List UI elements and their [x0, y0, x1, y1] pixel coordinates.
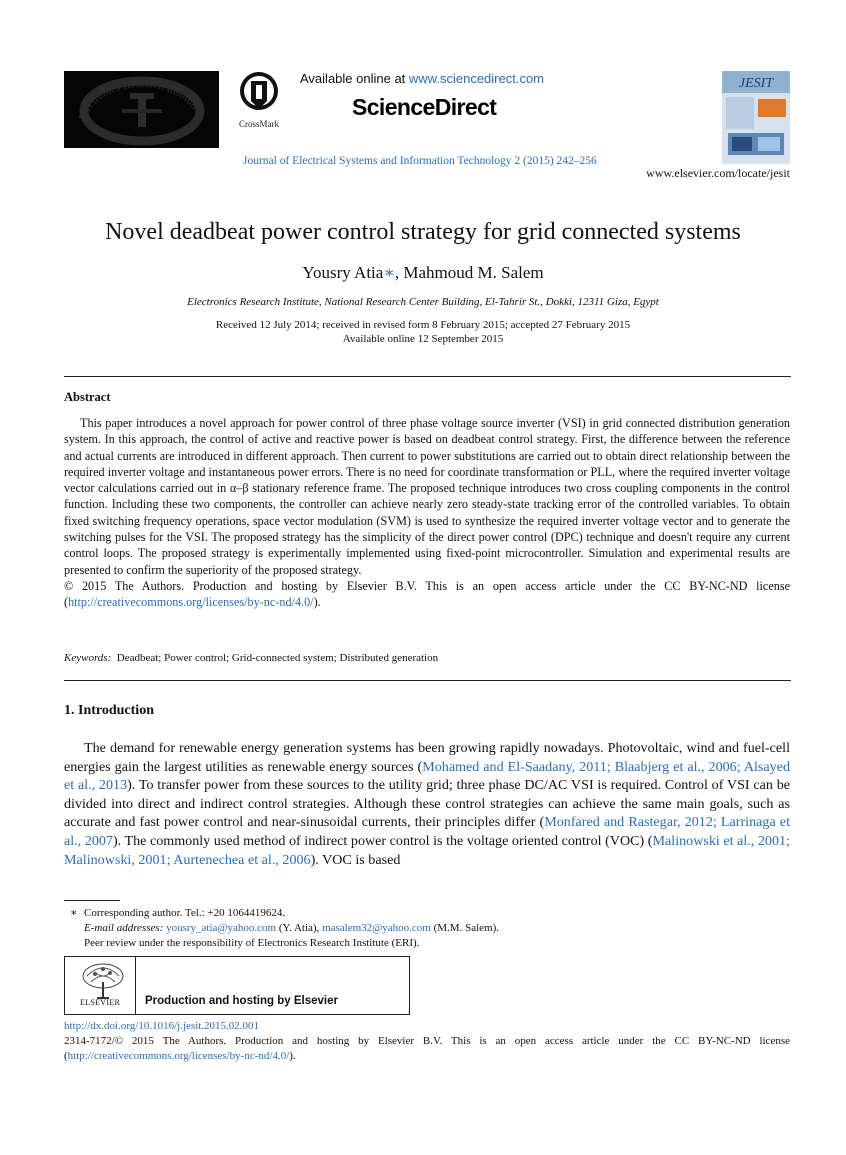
crossmark-badge[interactable] [236, 71, 282, 129]
footnote-star: ∗ [70, 907, 78, 919]
footnote-peer-review: Peer review under the responsibility of Electronics Research Institute (ERI). [84, 937, 420, 949]
introduction-body [64, 739, 790, 869]
eri-logo [64, 71, 219, 148]
available-prefix: Available online at [300, 71, 409, 86]
sciencedirect-link[interactable]: www.sciencedirect.com [408, 71, 545, 86]
footnote-emails [64, 921, 790, 936]
abstract-copyright-text: © 2015 The Authors. Production and hosting by Elsevier B.V. This is an open access article under the CC BY-NC-ND license ( [64, 578, 790, 610]
keywords-label: Keywords: [64, 652, 112, 664]
abstract-heading: Abstract [64, 390, 111, 404]
doi-link[interactable]: http://dx.doi.org/10.1016/j.jesit.2015.02.001 [64, 1020, 260, 1032]
abstract-license-link[interactable]: http://creativecommons.org/licenses/by-nc-nd/4.0/ [68, 595, 314, 610]
introduction-heading: 1. Introduction [64, 703, 154, 718]
available-online [300, 71, 544, 86]
received-dates [0, 318, 846, 346]
keywords [64, 652, 438, 664]
abstract-license-close: ). [313, 595, 321, 610]
copyright-notice [64, 1034, 790, 1064]
abstract-copyright [64, 578, 790, 611]
crossmark-icon [237, 71, 281, 113]
journal-cover-graphic [722, 71, 790, 164]
email-link-1[interactable]: yousry_atia@yahoo.com [166, 922, 277, 934]
email-link-2[interactable]: masalem32@yahoo.com [322, 922, 431, 934]
intro-text-2: ). To transfer power from these sources to the utility grid; three phase DC/AC VSI is required. Control of VSI can be divided into direct and indirect control strategies. Although these control strategies can achieve the same main goals, such as accurate and fast power control and near-sinusoidal currents, their principles differ ( [64, 777, 791, 831]
email-label: E-mail addresses: [84, 922, 164, 934]
citation-link[interactable]: Monfared and Rastegar, 2012; Larrinaga et al., 2007 [64, 814, 790, 849]
citation-link[interactable]: Mohamed and El-Saadany, 2011; Blaabjerg et al., 2006; Alsayed et al., 2013 [64, 758, 791, 794]
footnotes [64, 906, 790, 951]
eri-logo-graphic [64, 71, 219, 148]
elsevier-tree-icon [77, 962, 129, 1000]
affiliation: Electronics Research Institute, National Research Center Building, El-Tahrir St., Dokki, 12311 Giza, Egypt [187, 296, 659, 308]
divider-top [64, 376, 791, 377]
journal-citation[interactable]: Journal of Electrical Systems and Information Technology 2 (2015) 242–256 [243, 155, 597, 167]
cover-title: JESIT [738, 76, 774, 91]
elsevier-wordmark: ELSEVIER [80, 998, 121, 1007]
intro-text-1: The demand for renewable energy generation systems has been growing rapidly nowadays. Photovoltaic, wind and fuel-cell energies gain the largest utilities as renewable energy sources ( [64, 740, 790, 775]
footnote-rule [64, 900, 120, 901]
authors [0, 263, 846, 283]
abstract-text: This paper introduces a novel approach for power control of three phase voltage source inverter (VSI) in grid connected distribution generation system. In this approach, the control of active and reactive power is based on deadbeat control strategy. First, the difference between the reference and actual currents are introduced in different approach. Then current to power substitutions are carried out to obtain direct relationship between the required inverter voltage and instantaneous power errors. There is no need for coordinate transformation or PLL, where the required inverter voltage vector calculations carried out in α–β stationary reference frame. The proposed technique introduces two cross coupling components in the control function. Including these two components, the controller can achieve nearly zero steady-state tracking error of the controlled variables. To obtain fixed switching frequency operations, space vector modulation (SVM) is used to synthesize the required inverter voltage vector and to generate the switching pulses for the VSI. The proposed strategy has the simplicity of the direct power control (DPC) technique and doesn't require any current control loops. The proposed strategy is experimentally implemented using fixed-point microcontroller. Simulation and experimental results are presented to confirm the superiority of the proposed strategy. [64, 416, 790, 577]
citation-link[interactable]: Malinowski et al., 2001; Malinowski, 2001; Aurtenechea et al., 2006 [64, 832, 790, 868]
author-first: Yousry Atia [302, 263, 384, 282]
available-online-date: Available online 12 September 2015 [342, 333, 504, 345]
copyright-text: 2314-7172/© 2015 The Authors. Production and hosting by Elsevier B.V. This is an open access article under the CC BY-NC-ND license ( [64, 1035, 790, 1062]
footnote-corresponding [64, 906, 790, 921]
copyright-close: ). [289, 1050, 296, 1062]
email-owner-1: (Y. Atia), [276, 922, 323, 934]
sciencedirect-brand: ScienceDirect [352, 94, 497, 120]
corresponding-mark[interactable]: ∗ [383, 263, 395, 282]
copyright-license-link[interactable]: http://creativecommons.org/licenses/by-nc-nd/4.0/ [67, 1050, 290, 1062]
production-hosting-label: Production and hosting by Elsevier [145, 995, 338, 1007]
email-owner-2: (M.M. Salem). [430, 922, 499, 934]
keywords-list: Deadbeat; Power control; Grid-connected system; Distributed generation [116, 652, 439, 664]
divider-bottom [64, 680, 791, 681]
corresponding-text: Corresponding author. Tel.: +20 1064419624. [84, 907, 286, 919]
article-title: Novel deadbeat power control strategy for grid connected systems [105, 219, 741, 245]
intro-text-3: ). The commonly used method of indirect power control is the voltage oriented control (VOC) ( [112, 832, 653, 849]
intro-text-4: ). VOC is based [310, 851, 401, 868]
received-line: Received 12 July 2014; received in revised form 8 February 2015; accepted 27 February 2015 [215, 319, 631, 331]
abstract-body [64, 415, 790, 611]
elsevier-url[interactable]: www.elsevier.com/locate/jesit [646, 166, 790, 180]
journal-cover [722, 71, 790, 164]
author-rest: , Mahmoud M. Salem [394, 263, 544, 282]
crossmark-label: CrossMark [239, 119, 279, 129]
elsevier-production-box [64, 956, 410, 1015]
eri-logo-text: Electronics Research Institute [76, 77, 203, 123]
elsevier-box-divider [135, 957, 136, 1014]
